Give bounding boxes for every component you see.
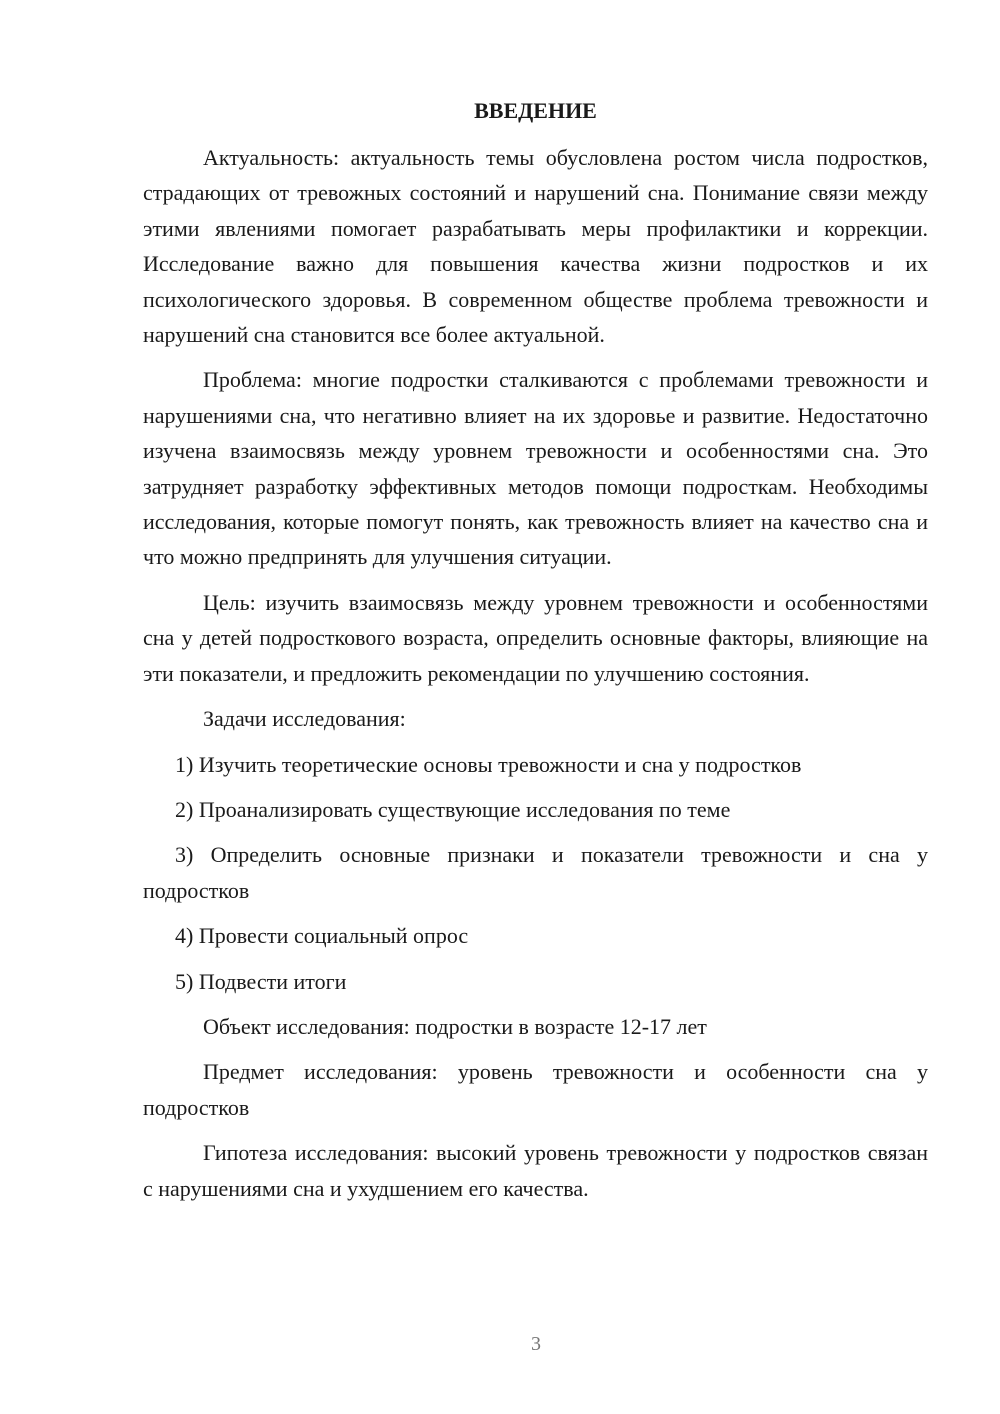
document-page bbox=[143, 96, 928, 1216]
page-number: 3 bbox=[531, 1333, 541, 1355]
page-title: ВВЕДЕНИЕ bbox=[474, 98, 597, 123]
task-item-1: 1) Изучить теоретические основы тревожности и сна у подростков bbox=[175, 751, 802, 777]
paragraph-hypothesis: Гипотеза исследования: высокий уровень тревожности у подростков связан с нарушениями сна и ухудшением его качества. bbox=[143, 1140, 928, 1201]
task-item-2: 2) Проанализировать существующие исследования по теме bbox=[175, 796, 731, 822]
task-item-3: 3) Определить основные признаки и показатели тревожности и сна у подростков bbox=[143, 842, 928, 903]
paragraph-goal: Цель: изучить взаимосвязь между уровнем тревожности и особенностями сна у детей подросткового возраста, определить основные факторы, влияющие на эти показатели, и предложить рекомендации по улучшению состояния. bbox=[143, 589, 928, 686]
paragraph-subject: Предмет исследования: уровень тревожности и особенности сна у подростков bbox=[143, 1059, 928, 1120]
tasks-title: Задачи исследования: bbox=[203, 706, 406, 732]
paragraph-object: Объект исследования: подростки в возрасте 12-17 лет bbox=[203, 1013, 707, 1039]
task-item-4: 4) Провести социальный опрос bbox=[175, 923, 469, 949]
paragraph-relevance: Актуальность: актуальность темы обусловлена ростом числа подростков, страдающих от тревожных состояний и нарушений сна. Понимание связи между этими явлениями помогает разрабатывать меры профилактики и коррекции. Исследование важно для повышения качества жизни подростков и их психологического здоровья. В современном обществе проблема тревожности и нарушений сна становится все более актуальной. bbox=[143, 145, 928, 348]
paragraph-problem: Проблема: многие подростки сталкиваются с проблемами тревожности и нарушениями сна, что негативно влияет на их здоровье и развитие. Недостаточно изучена взаимосвязь между уровнем тревожности и особенностями сна. Это затрудняет разработку эффективных методов помощи подросткам. Необходимы исследования, которые помогут понять, как тревожность влияет на качество сна и что можно предпринять для улучшения ситуации. bbox=[143, 367, 928, 570]
task-item-5: 5) Подвести итоги bbox=[175, 968, 347, 994]
